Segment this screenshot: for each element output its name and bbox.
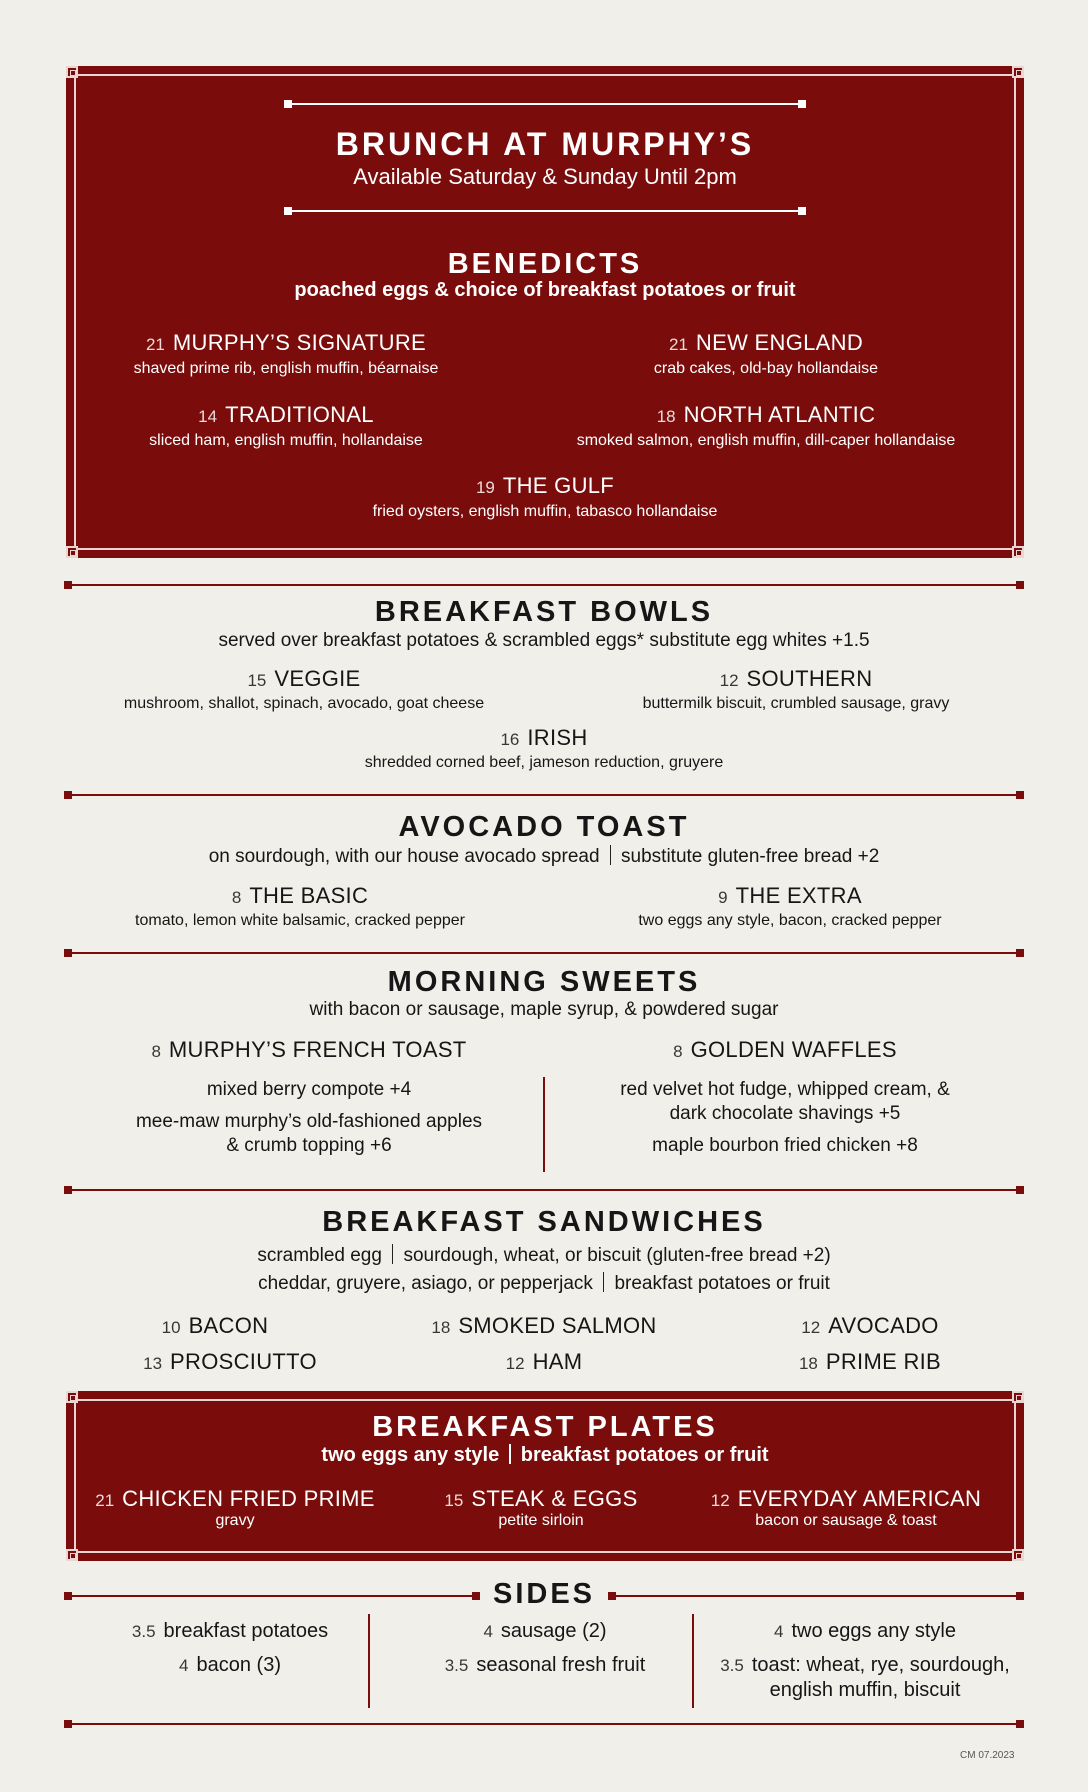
corner-ornament	[66, 1549, 78, 1561]
item-name: IRISH	[527, 725, 588, 750]
corner-ornament	[1012, 1549, 1024, 1561]
header-rule-bottom	[286, 210, 804, 212]
sandwich-option: cheddar, gruyere, asiago, or pepperjack	[258, 1273, 593, 1294]
sides-col-1	[100, 1620, 360, 1677]
item-name: bacon (3)	[196, 1654, 281, 1676]
section-divider	[66, 952, 1022, 954]
item-name: EVERYDAY AMERICAN	[737, 1486, 982, 1511]
item-price: 18	[431, 1318, 451, 1337]
item-price: 21	[95, 1491, 115, 1510]
item-price: 9	[718, 888, 728, 907]
item-name: PRIME RIB	[825, 1349, 942, 1374]
plates-subtitle-b: breakfast potatoes or fruit	[520, 1444, 769, 1466]
item-name: TRADITIONAL	[225, 402, 374, 427]
menu-item	[586, 666, 1006, 713]
item-description: bacon or sausage & toast	[755, 1512, 937, 1529]
menu-item	[394, 1313, 694, 1339]
sweets-left	[94, 1037, 524, 1157]
item-description: mushroom, shallot, spinach, avocado, goat cheese	[123, 695, 485, 712]
item-price: 3.5	[444, 1656, 469, 1675]
item-description: petite sirloin	[498, 1512, 584, 1529]
item-description: tomato, lemon white balsamic, cracked pepper	[135, 912, 465, 929]
item-price: 8	[673, 1042, 683, 1061]
item-name: sausage (2)	[500, 1620, 607, 1642]
item-price: 19	[475, 478, 495, 497]
corner-ornament	[66, 1391, 78, 1403]
sides-col-3	[710, 1620, 1020, 1702]
item-name: seasonal fresh fruit	[476, 1654, 646, 1676]
menu-item	[266, 473, 824, 521]
item-name: SMOKED SALMON	[458, 1313, 657, 1338]
benedicts-subtitle: poached eggs & choice of breakfast potatoes or fruit	[294, 279, 796, 301]
menu-item	[590, 883, 990, 930]
item-name: THE BASIC	[249, 883, 369, 908]
item-name: PROSCIUTTO	[170, 1349, 317, 1374]
item-price: 13	[143, 1354, 163, 1373]
menu-item	[444, 1349, 644, 1375]
sandwiches-line1	[0, 1244, 1088, 1267]
item-name: NEW ENGLAND	[695, 330, 864, 355]
menu-item	[770, 1313, 970, 1339]
sides-col-2	[400, 1620, 690, 1677]
corner-ornament	[1012, 546, 1024, 558]
item-option: dark chocolate shavings +5	[669, 1103, 901, 1124]
section-divider	[66, 584, 1022, 586]
bowls-subtitle: served over breakfast potatoes & scrambled eggs* substitute egg whites +1.5	[218, 630, 870, 651]
item-option: red velvet hot fudge, whipped cream, &	[620, 1079, 950, 1100]
item-name: AVOCADO	[828, 1313, 939, 1338]
item-description: fried oysters, english muffin, tabasco hollandaise	[372, 503, 718, 520]
item-price: 18	[656, 407, 676, 426]
item-name: two eggs any style	[791, 1620, 956, 1642]
item-description: shaved prime rib, english muffin, béarnaise	[133, 360, 439, 377]
item-description: sliced ham, english muffin, hollandaise	[149, 432, 423, 449]
menu-item	[126, 402, 446, 450]
menu-item	[90, 1486, 380, 1530]
toast-title: AVOCADO TOAST	[398, 811, 690, 843]
footer-code: CM 07.2023	[960, 1750, 1015, 1761]
sweets-subtitle: with bacon or sausage, maple syrup, & powdered sugar	[309, 999, 779, 1020]
item-name: THE EXTRA	[735, 883, 862, 908]
plates-subtitle-a: two eggs any style	[321, 1444, 500, 1466]
item-price: 21	[145, 335, 165, 354]
sweets-right	[570, 1037, 1000, 1157]
item-name: HAM	[532, 1349, 583, 1374]
item-price: 15	[247, 671, 267, 690]
item-description: buttermilk biscuit, crumbled sausage, gravy	[642, 695, 950, 712]
page-subtitle: Available Saturday & Sunday Until 2pm	[353, 164, 737, 189]
plates-subtitle	[66, 1444, 1024, 1467]
corner-ornament	[1012, 66, 1024, 78]
item-price: 12	[505, 1354, 525, 1373]
item-description: two eggs any style, bacon, cracked pepper	[638, 912, 942, 929]
menu-item	[110, 1349, 350, 1375]
menu-item	[396, 1486, 686, 1530]
menu-item	[294, 725, 794, 772]
menu-item	[606, 330, 926, 378]
item-price: 4	[483, 1622, 493, 1641]
sandwiches-line2	[0, 1272, 1088, 1295]
separator	[392, 1244, 394, 1264]
header-rule-top	[286, 103, 804, 105]
toast-subtitle-a: on sourdough, with our house avocado spread	[208, 846, 600, 867]
item-price: 16	[500, 730, 520, 749]
menu-item	[770, 1349, 970, 1375]
item-description: shredded corned beef, jameson reduction, gruyere	[364, 754, 724, 771]
bowls-title: BREAKFAST BOWLS	[374, 596, 714, 628]
item-price: 10	[161, 1318, 181, 1337]
corner-ornament	[1012, 1391, 1024, 1403]
sandwich-option: breakfast potatoes or fruit	[614, 1273, 830, 1294]
item-option: maple bourbon fried chicken +8	[652, 1135, 918, 1156]
item-price: 12	[719, 671, 739, 690]
item-price: 18	[798, 1354, 818, 1373]
item-name: THE GULF	[502, 473, 615, 498]
menu-item	[94, 666, 514, 713]
section-divider	[66, 1189, 1022, 1191]
sandwiches-title: BREAKFAST SANDWICHES	[322, 1206, 766, 1238]
item-description: gravy	[215, 1512, 255, 1529]
item-price: 12	[801, 1318, 821, 1337]
item-option: mixed berry compote +4	[206, 1079, 412, 1100]
menu-item	[110, 1313, 320, 1339]
corner-ornament	[66, 66, 78, 78]
item-price: 21	[668, 335, 688, 354]
item-name-continued: english muffin, biscuit	[769, 1679, 961, 1701]
item-name: STEAK & EGGS	[471, 1486, 638, 1511]
corner-ornament	[66, 546, 78, 558]
item-description: crab cakes, old-bay hollandaise	[653, 360, 879, 377]
item-name: CHICKEN FRIED PRIME	[122, 1486, 375, 1511]
item-name: MURPHY’S FRENCH TOAST	[168, 1037, 467, 1062]
page-title: BRUNCH AT MURPHY’S	[335, 126, 755, 162]
toast-subtitle	[0, 845, 1088, 868]
menu-item	[686, 1486, 1006, 1530]
plates-panel	[66, 1391, 1024, 1561]
item-price: 8	[231, 888, 242, 907]
item-option: & crumb topping +6	[226, 1135, 392, 1156]
menu-item	[126, 330, 446, 378]
item-price: 4	[774, 1622, 784, 1641]
item-name: breakfast potatoes	[163, 1620, 329, 1642]
sides-title: SIDES	[492, 1578, 596, 1610]
toast-subtitle-b: substitute gluten-free bread +2	[621, 846, 880, 867]
plates-title: BREAKFAST PLATES	[372, 1411, 718, 1443]
sweets-title: MORNING SWEETS	[387, 966, 701, 998]
sandwich-option: scrambled egg	[257, 1245, 382, 1266]
item-price: 15	[444, 1491, 464, 1510]
item-name: MURPHY’S SIGNATURE	[172, 330, 427, 355]
menu-item	[536, 402, 996, 450]
item-price: 3.5	[131, 1622, 156, 1641]
item-option: mee-maw murphy’s old-fashioned apples	[135, 1111, 483, 1132]
item-name: GOLDEN WAFFLES	[690, 1037, 897, 1062]
benedicts-panel	[66, 66, 1024, 558]
item-name: NORTH ATLANTIC	[683, 402, 876, 427]
item-price: 3.5	[720, 1656, 744, 1675]
benedicts-title: BENEDICTS	[447, 248, 643, 280]
section-divider	[66, 1723, 1022, 1725]
menu-item	[100, 883, 500, 930]
column-divider	[692, 1614, 694, 1708]
item-price: 14	[198, 407, 218, 426]
sandwich-option: sourdough, wheat, or biscuit (gluten-free bread +2)	[403, 1245, 831, 1266]
item-price: 8	[151, 1042, 161, 1061]
item-name: BACON	[188, 1313, 269, 1338]
item-description: smoked salmon, english muffin, dill-caper hollandaise	[576, 432, 956, 449]
separator	[610, 845, 612, 865]
item-name: toast: wheat, rye, sourdough,	[751, 1654, 1010, 1676]
item-price: 12	[710, 1491, 730, 1510]
item-name: SOUTHERN	[746, 666, 873, 691]
separator	[603, 1272, 605, 1292]
column-divider	[543, 1077, 545, 1172]
separator	[509, 1444, 511, 1464]
item-name: VEGGIE	[274, 666, 361, 691]
section-divider	[66, 794, 1022, 796]
item-price: 4	[179, 1656, 189, 1675]
column-divider	[368, 1614, 370, 1708]
